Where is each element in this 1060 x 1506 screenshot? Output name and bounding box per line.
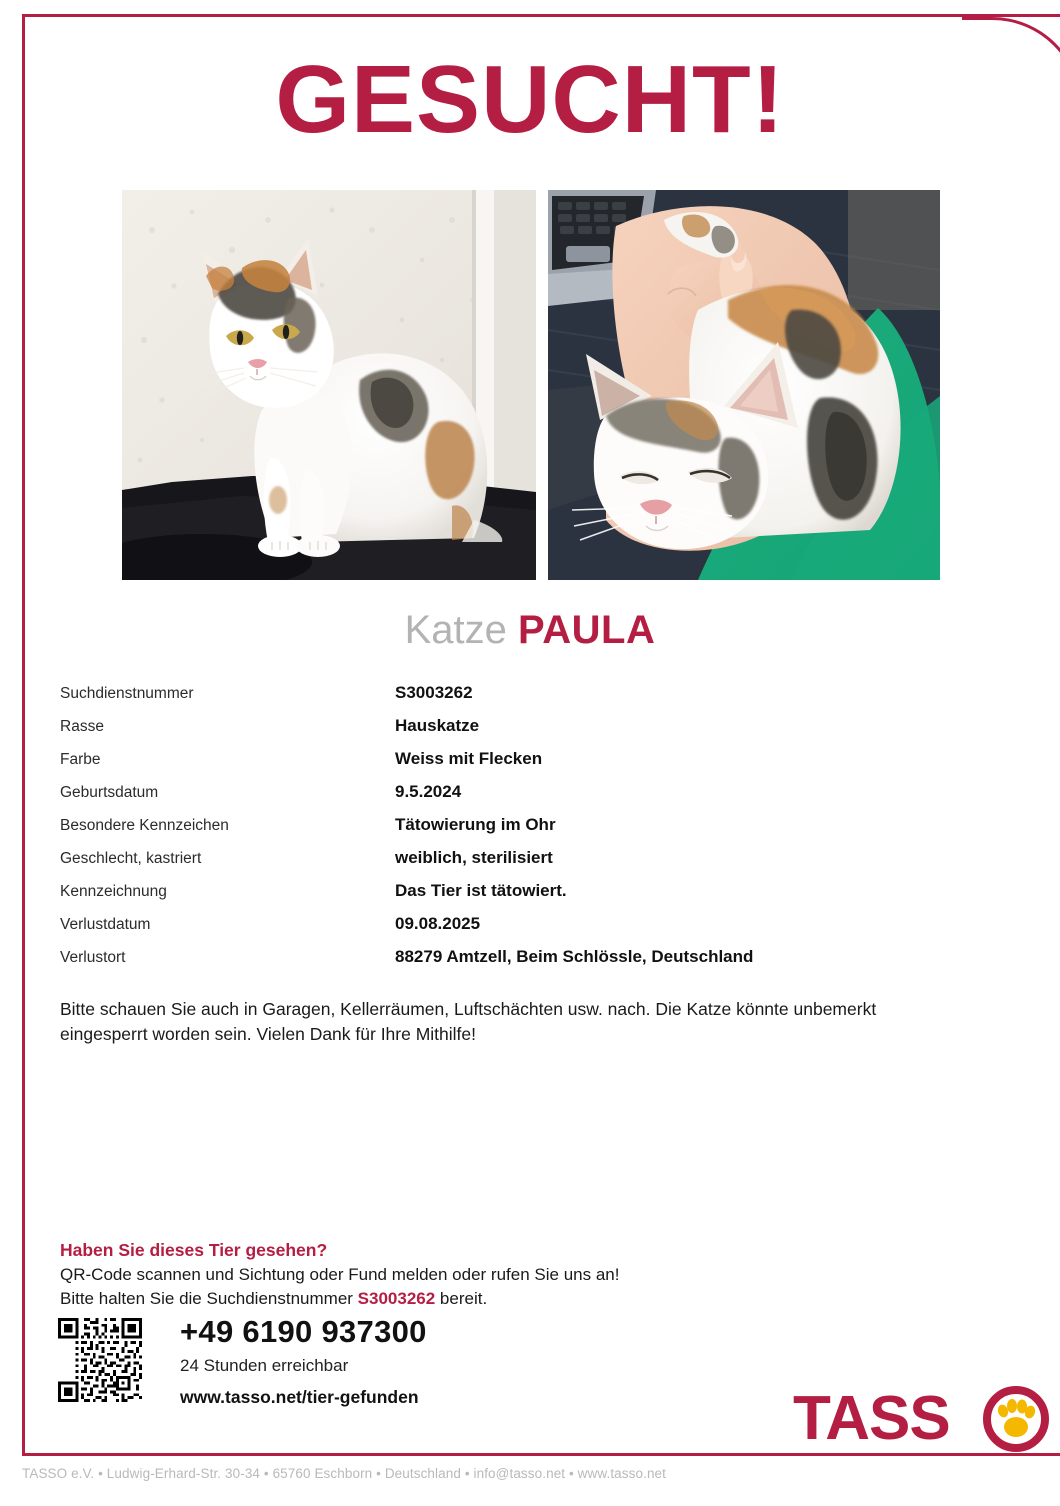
contact-block: [58, 1314, 618, 1418]
search-notice-text: Bitte schauen Sie auch in Garagen, Kellerräumen, Luftschächten usw. nach. Die Katze könnte unbemerkt eingesperrt worden sein. Vielen Dank für Ihre Mithilfe!: [60, 999, 877, 1045]
website-link[interactable]: www.tasso.net/tier-gefunden: [180, 1386, 419, 1407]
table-row: [60, 683, 960, 716]
table-row: [60, 881, 960, 914]
reference-prefix: Bitte halten Sie die Suchdienstnummer: [60, 1289, 358, 1309]
tasso-logo: [793, 1386, 1055, 1452]
detail-label: Besondere Kennzeichen: [60, 817, 229, 834]
detail-value: 88279 Amtzell, Beim Schlössle, Deutschland: [395, 947, 754, 966]
table-row: [60, 716, 960, 749]
detail-value: Tätowierung im Ohr: [395, 815, 556, 834]
detail-label: Kennzeichnung: [60, 883, 167, 900]
detail-value: Das Tier ist tätowiert.: [395, 881, 567, 900]
availability-note: 24 Stunden erreichbar: [180, 1355, 349, 1375]
detail-value: Weiss mit Flecken: [395, 749, 543, 768]
phone-number[interactable]: +49 6190 937300: [180, 1314, 427, 1349]
table-row: [60, 782, 960, 815]
pet-photo-2: [548, 190, 940, 580]
pet-name-label: PAULA: [518, 608, 656, 652]
detail-label: Suchdienstnummer: [60, 685, 194, 702]
reference-number: S3003262: [357, 1289, 436, 1309]
detail-value: 09.08.2025: [395, 914, 481, 933]
page-title: GESUCHT!: [275, 46, 785, 153]
qr-code-icon[interactable]: [58, 1318, 142, 1402]
detail-value: 9.5.2024: [395, 782, 462, 801]
sighting-heading: Haben Sie dieses Tier gesehen?: [60, 1240, 328, 1260]
table-row: [60, 815, 960, 848]
detail-value: weiblich, sterilisiert: [395, 848, 553, 867]
sighting-instruction: QR-Code scannen und Sichtung oder Fund melden oder rufen Sie uns an!: [60, 1265, 620, 1285]
pet-photo-1: [122, 190, 536, 580]
paw-print-icon: [996, 1399, 1037, 1437]
table-row: [60, 914, 960, 947]
pet-name-heading: [0, 607, 1060, 653]
table-row: [60, 848, 960, 881]
detail-label: Verlustdatum: [60, 916, 151, 933]
footer-imprint: TASSO e.V. • Ludwig-Erhard-Str. 30-34 • 65760 Eschborn • Deutschland • info@tasso.net • www.tasso.net: [22, 1466, 667, 1481]
svg-text:TASS: TASS: [793, 1386, 950, 1452]
detail-label: Farbe: [60, 751, 101, 768]
detail-value: Hauskatze: [395, 716, 480, 735]
detail-label: Geburtsdatum: [60, 784, 159, 801]
detail-label: Geschlecht, kastriert: [60, 850, 202, 867]
reference-suffix: bereit.: [435, 1289, 488, 1309]
table-row: [60, 749, 960, 782]
table-row: [60, 947, 960, 980]
detail-label: Verlustort: [60, 949, 126, 966]
sighting-reference-line: [60, 1287, 820, 1311]
pet-species-label: Katze: [404, 608, 507, 652]
contact-text: [180, 1314, 427, 1408]
pet-details-table: [60, 683, 960, 980]
sighting-section: [60, 1237, 820, 1312]
detail-value: S3003262: [395, 683, 473, 702]
photo-gallery: [122, 190, 940, 580]
detail-label: Rasse: [60, 718, 104, 735]
